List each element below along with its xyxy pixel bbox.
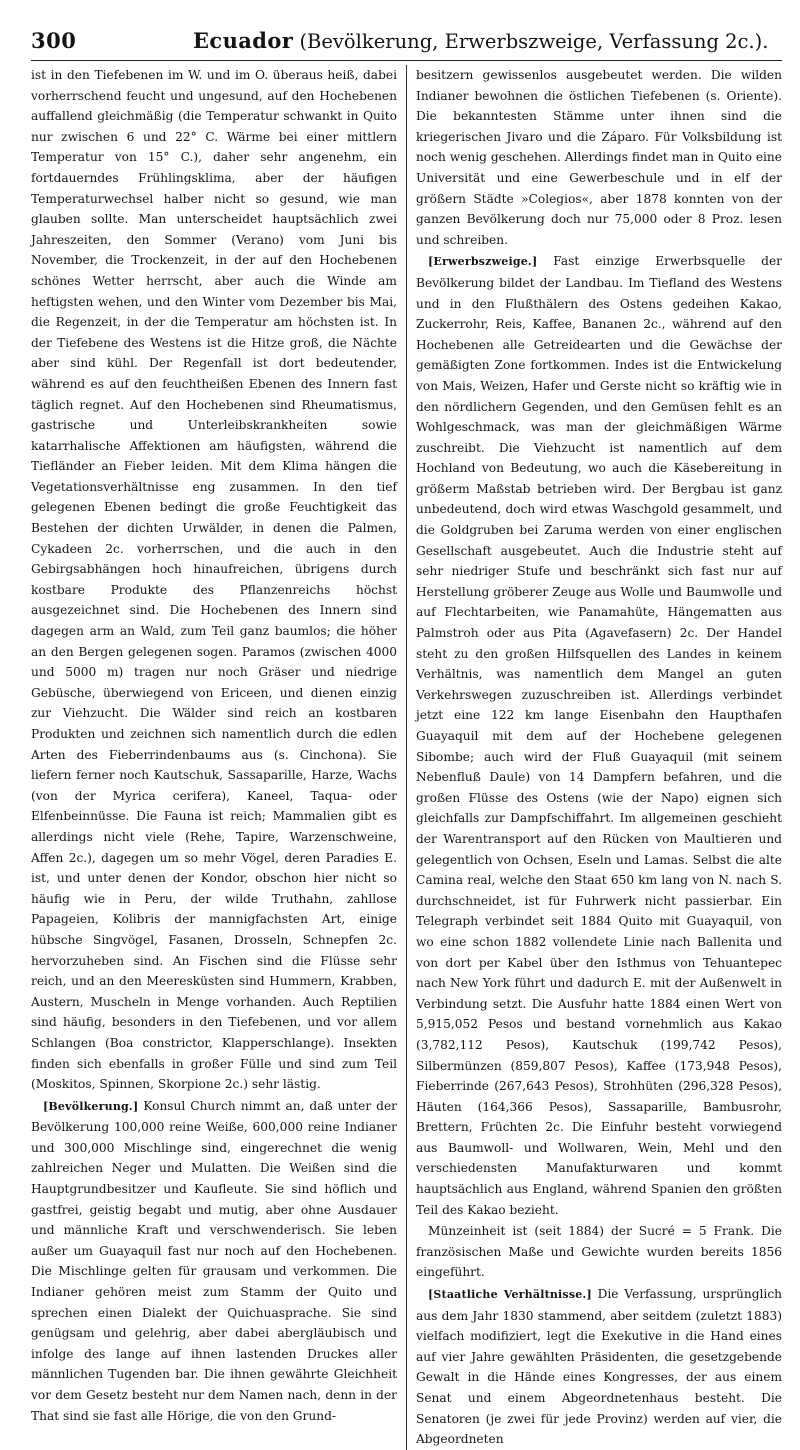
population-paragraph bbox=[31, 1096, 397, 1427]
population-continued-paragraph: besitzern gewissenlos ausgebeutet werden. Die wilden Indianer bewohnen die östlichen Tiefebenen (s. Oriente). Die bekanntesten Stämme unter ihnen sind die kriegerischen Jivaro und die Záparo. Für Volksbildung ist noch wenig geschehen. Allerdings findet man in Quito eine Universität und eine Gewerbeschule und in elf der größern Städte »Colegios«, aber 1878 konnten von der ganzen Bevölkerung doch nur 75,000 oder 8 Proz. lesen und schreiben. bbox=[416, 68, 782, 247]
left-column bbox=[31, 65, 397, 1450]
running-head-topics: (Bevölkerung, Erwerbszweige, Verfassung 2c.). bbox=[299, 30, 769, 53]
column-divider bbox=[406, 65, 407, 1450]
industry-text: Fast einzige Erwerbsquelle der Bevölkerung bildet der Landbau. Im Tiefland des Westens und in den Flußthälern des Ostens gedeihen Kakao, Zuckerrohr, Reis, Kaffee, Bananen 2c., während auf den Hochebenen alle Getreidearten und die Gewächse der gemäßigten Zone fortkommen. Indes ist die Entwickelung von Mais, Weizen, Hafer und Gerste nicht so kräftig wie in den nördlichern Gegenden, und den Gemüsen fehlt es an Wohlgeschmack, was man der gleichmäßigen Wärme zuschreibt. Die Viehzucht ist namentlich auf dem Hochland von Bedeutung, wo auch die Käsebereitung in größerm Maßstab betrieben wird. Der Bergbau ist ganz unbedeutend, doch wird etwas Waschgold gesammelt, und die Goldgruben bei Zaruma werden von einer englischen Gesellschaft ausgebeutet. Auch die Industrie steht auf sehr niedriger Stufe und beschränkt sich fast nur auf Herstellung gröberer Zeuge aus Wolle und Baumwolle und auf Flechtarbeiten, wie Panamahüte, Hängematten aus Palmstroh oder aus Pita (Agavefasern) 2c. Der Handel steht zu den großen Hilfsquellen des Landes in keinem Verhältnis, was namentlich dem Mangel an guten Verkehrswegen zuzuschreiben ist. Allerdings verbindet jetzt eine 122 km lange Eisenbahn den Haupthafen Guayaquil mit dem auf der Hochebene gelegenen Sibombe; auch wird der Fluß Guayaquil (mit seinem Nebenfluß Daule) von 14 Dampfern befahren, und die großen Flüsse des Ostens (wie der Napo) eignen sich gleichfalls zur Dampfschiffahrt. Im allgemeinen geschieht der Warentransport auf den Rücken von Maultieren und gelegentlich von Ochsen, Eseln und Lamas. Selbst die alte Camina real, welche den Staat 650 km lang von N. nach S. durchschneidet, ist für Fuhrwerk nicht passierbar. Ein Telegraph verbindet seit 1884 Quito mit Guayaquil, von wo eine schon 1882 vollendete Linie nach Ballenita und von dort per Kabel über den Isthmus von Tehuantepec nach New York führt und dadurch E. mit der Außenwelt in Verbindung setzt. Die Ausfuhr hatte 1884 einen Wert von 5,915,052 Pesos und bestand vornehmlich aus Kakao (3,782,112 Pesos), Kautschuk (199,742 Pesos), Silbermünzen (859,807 Pesos), Kaffee (173,948 Pesos), Fieberrinde (267,643 Pesos), Strohhüten (296,328 Pesos), Häuten (164,366 Pesos), Sassaparille, Bambusrohr, Brettern, Früchten 2c. Die Einfuhr besteht vorwiegend aus Baumwoll- und Wollwaren, Wein, Mehl und den verschiedensten Manufakturwaren und kommt hauptsächlich aus England, während Spanien den größten Teil des Kakao bezieht. bbox=[416, 254, 782, 1217]
climate-fauna-paragraph: ist in den Tiefebenen im W. und im O. überaus heiß, dabei vorherrschend feucht und ungesund, auf den Hochebenen auffallend gleichmäßig (die Temperatur schwankt in Quito nur zwischen 6 und 22° C. Wärme bei einer mittlern Temperatur von 15° C.), daher sehr angenehm, ein fortdauerndes Frühlingsklima, aber der häufigen Temperaturwechsel halber nicht so gesund, wie man glauben sollte. Man unterscheidet hauptsächlich zwei Jahreszeiten, den Sommer (Verano) vom Juni bis November, die Trockenzeit, in der auf den Hochebenen schönes Wetter herrscht, aber auch die Winde am heftigsten wehen, und den Winter vom Dezember bis Mai, die Regenzeit, in der die Temperatur am höchsten ist. In der Tiefebene des Westens ist die Hitze groß, die Nächte aber sind kühl. Der Regenfall ist dort bedeutender, während es auf den feuchtheißen Ebenen des Innern fast täglich regnet. Auf den Hochebenen sind Rheumatismus, gastrische und Unterleibskrankheiten sowie katarrhalische Affektionen am häufigsten, während die Tiefländer an Fieber leiden. Mit dem Klima hängen die Vegetationsverhältnisse eng zusammen. In den tief gelegenen Ebenen bedingt die große Feuchtigkeit das Bestehen der dichten Urwälder, in denen die Palmen, Cykadeen 2c. vorherrschen, und die auch in den Gebirgsabhängen hoch hinaufreichen, übrigens durch kostbare Produkte des Pflanzenreichs höchst ausgezeichnet sind. Die Hochebenen des Innern sind dagegen arm an Wald, zum Teil ganz baumlos; die höher an den Bergen gelegenen sogen. Paramos (zwischen 4000 und 5000 m) tragen nur noch Gräser und niedrige Gebüsche, überwiegend von Ericeen, und dienen einzig zur Viehzucht. Die Wälder sind reich an kostbaren Produkten und zeichnen sich namentlich durch die edlen Arten des Fieberrindenbaums aus (s. Cinchona). Sie liefern ferner noch Kautschuk, Sassaparille, Harze, Wachs (von der Myrica cerifera), Kaneel, Taqua- oder Elfenbeinnüsse. Die Fauna ist reich; Mammalien gibt es allerdings nicht viele (Rehe, Tapire, Warzenschweine, Affen 2c.), dagegen um so mehr Vögel, deren Paradies E. ist, und unter denen der Kondor, obschon hier nicht so häufig wie in Peru, der wilde Truthahn, zahllose Papageien, Kolibris der mannigfachsten Art, einige hübsche Singvögel, Fasanen, Drosseln, Schnepfen 2c. hervorzuheben sind. An Fischen sind die Flüsse sehr reich, und an den Meeresküsten sind Hummern, Krabben, Austern, Muscheln in Menge vorhanden. Auch Reptilien sind häufig, besonders in den Tiefebenen, und vor allem Schlangen (Boa constrictor, Klapperschlange). Insekten finden sich ebenfalls in großer Fülle und sind zum Teil (Moskitos, Spinnen, Skorpione 2c.) sehr lästig. bbox=[31, 68, 397, 1092]
page-header bbox=[31, 26, 782, 61]
state-paragraph bbox=[416, 1284, 782, 1450]
currency-paragraph: Münzeinheit ist (seit 1884) der Sucré = 5 Frank. Die französischen Maße und Gewichte wurden bereits 1856 eingeführt. bbox=[416, 1224, 782, 1280]
industry-paragraph bbox=[416, 251, 782, 1220]
text-columns bbox=[31, 65, 782, 1450]
state-rubric: [Staatliche Verhältnisse.] bbox=[428, 1288, 592, 1302]
population-text: Konsul Church nimmt an, daß unter der Bevölkerung 100,000 reine Weiße, 600,000 reine Indianer und 300,000 Mischlinge sind, eingerechnet die wenig zahlreichen Neger und Mulatten. Die Weißen sind die Hauptgrundbesitzer und Kaufleute. Sie sind höflich und gastfrei, geistig begabt und mutig, aber ohne Ausdauer und männliche Kraft und verschwenderisch. Sie leben außer um Guayaquil fast nur noch auf den Hochebenen. Die Mischlinge gelten für grausam und verkommen. Die Indianer gehören meist zum Stamm der Quito und sprechen einen Dialekt der Quichuasprache. Sie sind genügsam und gelehrig, aber dabei abergläubisch und infolge des lange auf ihnen lastenden Druckes aller männlichen Tugenden bar. Die ihnen gewährte Gleichheit vor dem Gesetz besteht nur dem Namen nach, denn in der That sind sie fast alle Hörige, die von den Grund- bbox=[31, 1098, 398, 1423]
page-number: 300 bbox=[31, 28, 77, 53]
right-column bbox=[416, 65, 782, 1450]
population-rubric: [Bevölkerung.] bbox=[43, 1099, 139, 1113]
running-head bbox=[193, 28, 782, 53]
industry-rubric: [Erwerbszweige.] bbox=[428, 255, 538, 269]
state-text: Die Verfassung, ursprünglich aus dem Jahr 1830 stammend, aber seitdem (zuletzt 1883) vielfach modifiziert, legt die Exekutive in die Hand eines auf vier Jahre gewählten Präsidenten, die gesetzgebende Gewalt in die Hände eines Kongresses, der aus einem Senat und einem Abgeordnetenhaus besteht. Die Senatoren (je zwei für jede Provinz) werden auf vier, die Abgeordneten bbox=[416, 1287, 782, 1447]
running-head-country: Ecuador bbox=[193, 28, 294, 53]
